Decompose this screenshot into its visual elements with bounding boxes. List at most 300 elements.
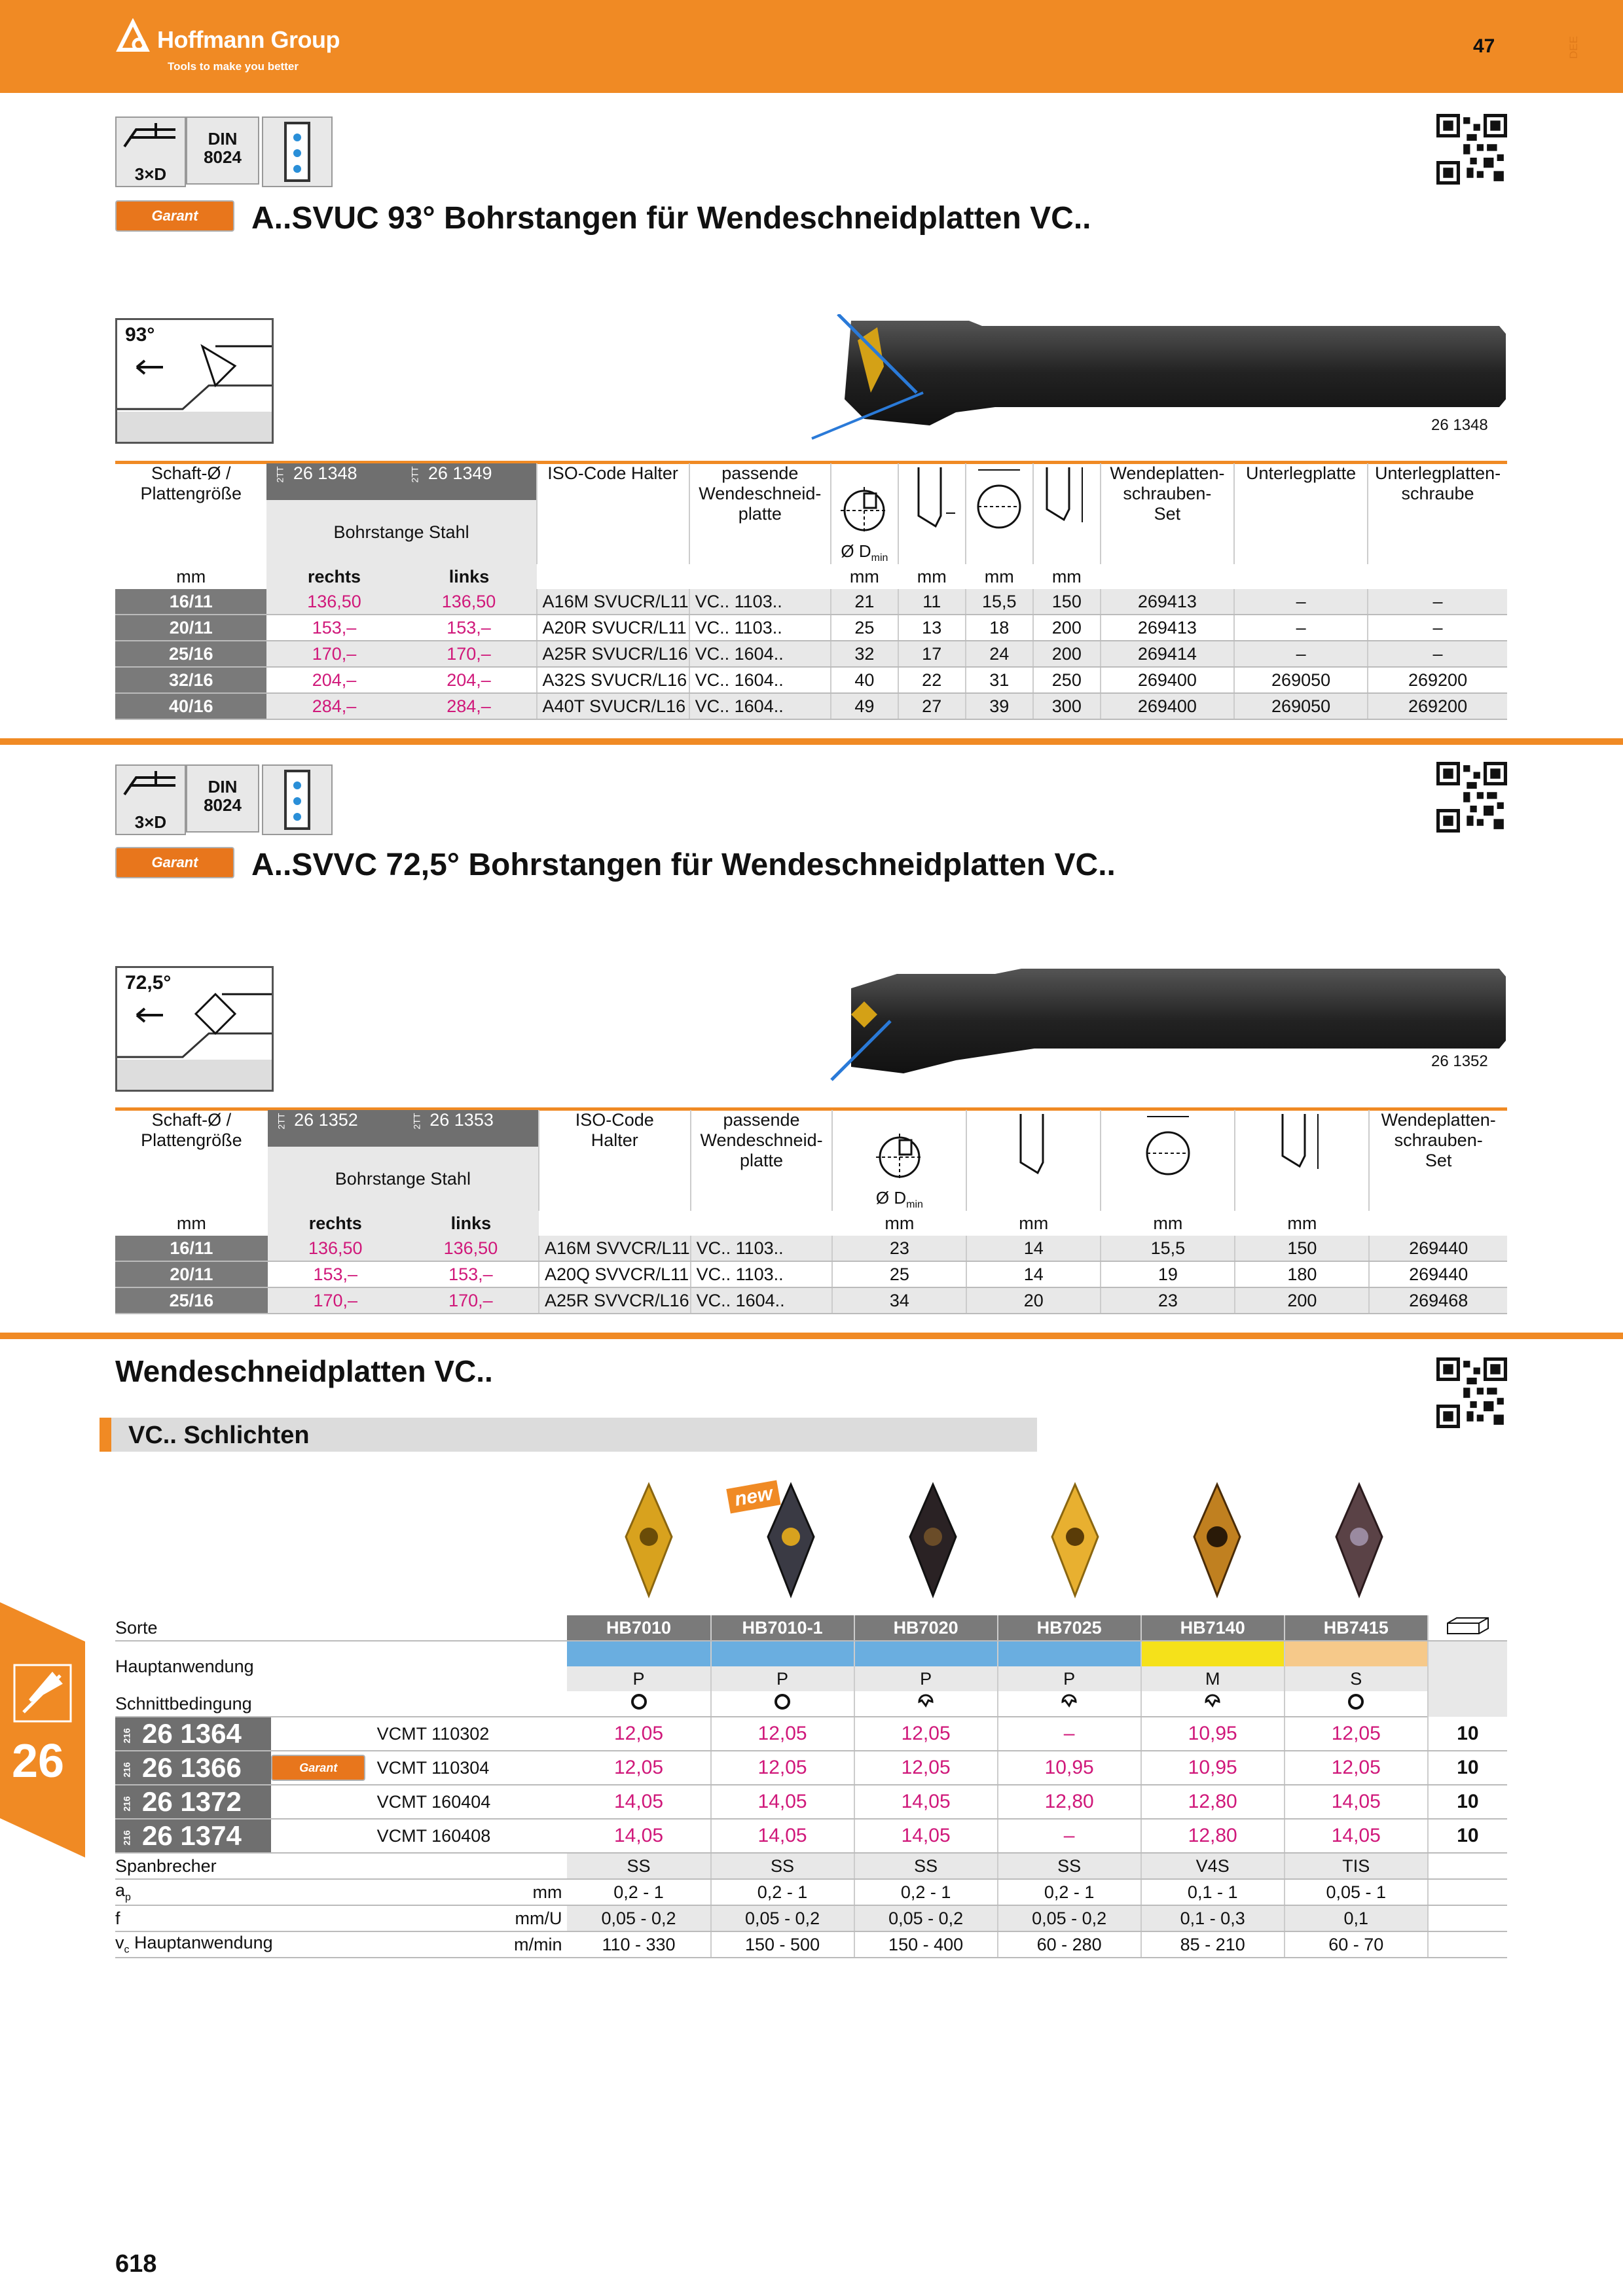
insert-price: 10,95 [1141, 1717, 1285, 1751]
col-length-icon [898, 463, 966, 564]
article-number [115, 1717, 271, 1751]
label-ap [115, 1879, 371, 1905]
cutting-condition-stable-icon [711, 1691, 854, 1717]
cell: VC.. 1103.. [689, 615, 831, 641]
cell: 21 [831, 589, 898, 615]
article-number: 26 1352 [294, 1110, 358, 1130]
grade-color-bar [854, 1641, 998, 1666]
cell: VC.. 1604.. [689, 693, 831, 719]
chapter-number: 26 [12, 1735, 65, 1787]
grade-hb7010-1: HB7010-1 [711, 1615, 854, 1641]
cell: 25 [832, 1261, 966, 1287]
unit-mm: mm [176, 566, 206, 586]
grade-hb7010: HB7010 [567, 1615, 710, 1641]
article-no: 26 1374 [142, 1820, 242, 1851]
article-prefix: 2ТТ [411, 1113, 422, 1130]
cell: 15,5 [1101, 1236, 1235, 1261]
insert-code: VCMT 160408 [371, 1819, 568, 1853]
price: 153,– [268, 1261, 403, 1287]
article-prefix: 2ТТ [276, 1113, 287, 1130]
image-article-label: 26 1348 [1431, 416, 1488, 434]
grade-hb7140: HB7140 [1141, 1615, 1285, 1641]
chip-breaker: SS [998, 1853, 1141, 1879]
insert-price: 12,80 [1141, 1819, 1285, 1853]
price: 170,– [401, 641, 536, 667]
f-value: 0,05 - 0,2 [711, 1905, 854, 1931]
insert-price: 14,05 [567, 1819, 710, 1853]
grade-color-bar [711, 1641, 854, 1666]
package-icon [1445, 1617, 1491, 1635]
ap-value: 0,2 - 1 [567, 1879, 710, 1905]
cell: 20 [966, 1287, 1101, 1314]
cell: 269440 [1369, 1236, 1507, 1261]
angle-diagram [115, 318, 274, 444]
table-row [115, 615, 1507, 641]
table-row [115, 641, 1507, 667]
vc-value: 85 - 210 [1141, 1931, 1285, 1958]
insert-geometry-icon [117, 320, 272, 442]
cell: 49 [831, 693, 898, 719]
dmin-sub: min [906, 1199, 923, 1210]
col-diameter-icon [1101, 1110, 1235, 1211]
unit-right: rechts [268, 1211, 403, 1236]
brand-name: Hoffmann Group [157, 26, 340, 53]
cell: – [1234, 615, 1368, 641]
insert-code: VCMT 110302 [371, 1717, 568, 1751]
cell: 25 [831, 615, 898, 641]
insert-price: 12,80 [998, 1785, 1141, 1819]
article-no: 26 1364 [142, 1718, 242, 1749]
article-number-right [268, 1110, 403, 1147]
dmin-label: Ø D [875, 1187, 907, 1208]
insert-price: 14,05 [567, 1785, 710, 1819]
insert-hb7025-icon [1052, 1484, 1098, 1596]
cell: 200 [1235, 1287, 1369, 1314]
cell: 150 [1235, 1236, 1369, 1261]
insert-row [115, 1717, 1507, 1751]
ap-unit: mm [371, 1879, 568, 1905]
price: 153,– [403, 1261, 539, 1287]
insert-price: 12,05 [1285, 1751, 1428, 1785]
insert-hb7415-icon [1336, 1484, 1382, 1596]
cutting-condition-stable-icon [1285, 1691, 1428, 1717]
insert-price: 12,05 [567, 1717, 710, 1751]
unit-mm: mm [849, 566, 879, 586]
article-number: 26 1349 [428, 463, 492, 483]
section1-rows [115, 589, 1507, 719]
col-iso: ISO-Code Halter [537, 463, 689, 564]
label-f: f [115, 1905, 371, 1931]
cell: 300 [1033, 693, 1101, 719]
cell: – [1234, 641, 1368, 667]
cell: 180 [1235, 1261, 1369, 1287]
vc-sub: c [124, 1944, 130, 1956]
cell: 17 [898, 641, 966, 667]
brand-cell [271, 1785, 370, 1819]
table-row [115, 693, 1507, 719]
table-row [115, 1287, 1507, 1314]
cell: 19 [1101, 1261, 1235, 1287]
main-app: P [998, 1666, 1141, 1691]
cell: – [1368, 641, 1507, 667]
cell: – [1368, 589, 1507, 615]
chip-breaker: V4S [1141, 1853, 1285, 1879]
col-screwset: Wendeplatten- schrauben- Set [1101, 463, 1234, 564]
unit-mm: mm [984, 566, 1014, 586]
dmin-sub: min [871, 552, 888, 564]
hoffmann-logo-icon [115, 18, 151, 54]
article-number-left [403, 1110, 539, 1147]
f-value: 0,05 - 0,2 [567, 1905, 710, 1931]
grade-color-bar [1285, 1641, 1428, 1666]
section2-title: A..SVVC 72,5° Bohrstangen für Wendeschneidplatten VC.. [251, 848, 1116, 882]
image-article-label: 26 1352 [1431, 1052, 1488, 1070]
cell: 269400 [1101, 667, 1234, 693]
price: 136,50 [401, 589, 536, 615]
chip-breaker: SS [567, 1853, 710, 1879]
insert-price: 12,05 [854, 1751, 998, 1785]
section1-table [115, 463, 1507, 720]
cell: A40T SVUCR/L16 [537, 693, 689, 719]
cell: 15,5 [966, 589, 1033, 615]
price: 153,– [266, 615, 401, 641]
price: 170,– [268, 1287, 403, 1314]
shaft-size: 20/11 [115, 1261, 268, 1287]
section2-table [115, 1110, 1507, 1314]
insert-price: 12,05 [711, 1751, 854, 1785]
insert-row [115, 1751, 1507, 1785]
col-shaft: Schaft-Ø / Plattengröße [141, 1110, 242, 1150]
cutting-condition-normal-icon [854, 1691, 998, 1717]
vc-value: 150 - 500 [711, 1931, 854, 1958]
cell: 34 [832, 1287, 966, 1314]
page-number-bottom: 618 [115, 2250, 157, 2278]
insert-price: 12,80 [1141, 1785, 1285, 1819]
cell: A16M SVUCR/L11 [537, 589, 689, 615]
brand-cell [271, 1751, 370, 1785]
insert-price: 12,05 [854, 1717, 998, 1751]
price: 284,– [401, 693, 536, 719]
depth-factor: 3×D [134, 164, 167, 184]
article-number [115, 1819, 271, 1853]
length-icon [1008, 1110, 1060, 1182]
shaft-size: 40/16 [115, 693, 266, 719]
col-overhang-icon [1033, 463, 1101, 564]
unit-mm: mm [1153, 1213, 1183, 1233]
price: 153,– [401, 615, 536, 641]
col-dmin [831, 463, 898, 564]
cell: A20R SVUCR/L11 [537, 615, 689, 641]
chip-breaker: SS [854, 1853, 998, 1879]
insert-hb7020-icon [910, 1484, 956, 1596]
price: 136,50 [403, 1236, 539, 1261]
diameter-icon [970, 463, 1029, 535]
coolant-symbol [262, 764, 333, 835]
language-tag: DEE [1567, 36, 1580, 59]
grade-hb7415: HB7415 [1285, 1615, 1428, 1641]
insert-article-rows [115, 1717, 1507, 1853]
brand-cell [271, 1819, 370, 1853]
vc-unit: m/min [371, 1931, 568, 1958]
article-number-right [266, 463, 401, 500]
table-row [115, 1261, 1507, 1287]
unit-mm: mm [1051, 566, 1082, 586]
col-plate: passende Wendeschneid- platte [691, 1110, 833, 1211]
main-app: P [632, 1668, 645, 1689]
price: 136,50 [268, 1236, 403, 1261]
dmin-icon [873, 1131, 926, 1183]
insert-price: 14,05 [1285, 1819, 1428, 1853]
angle-label: 93° [125, 324, 155, 346]
cell: A25R SVVCR/L16 [539, 1287, 691, 1314]
shaft-size: 25/16 [115, 641, 266, 667]
grade-color-bar [1141, 1641, 1285, 1666]
coolant-icon [263, 766, 331, 834]
article-number [115, 1785, 271, 1819]
unit-mm: mm [1287, 1213, 1317, 1233]
cell: VC.. 1103.. [691, 1236, 833, 1261]
insert-images [580, 1471, 1431, 1602]
bar-material: Bohrstange Stahl [266, 500, 536, 564]
boring-bar-image [825, 962, 1512, 1093]
vc-value: 110 - 330 [567, 1931, 710, 1958]
cell: VC.. 1103.. [689, 589, 831, 615]
table-row [115, 589, 1507, 615]
cell: 13 [898, 615, 966, 641]
f-value: 0,05 - 0,2 [998, 1905, 1141, 1931]
section1-title: A..SVUC 93° Bohrstangen für Wendeschneidplatten VC.. [251, 201, 1091, 236]
chapter-tab[interactable] [0, 1602, 85, 1857]
price: 170,– [266, 641, 401, 667]
ap-value: 0,2 - 1 [854, 1879, 998, 1905]
unit-mm: mm [917, 566, 947, 586]
unit-left: links [403, 1211, 539, 1236]
article-prefix: 2ТТ [409, 466, 420, 483]
insert-row [115, 1819, 1507, 1853]
insert-price: 12,05 [711, 1717, 854, 1751]
din-badge: DIN 8024 [186, 764, 259, 833]
main-app: P [711, 1666, 854, 1691]
cell: 40 [831, 667, 898, 693]
insert-row [115, 1785, 1507, 1819]
col-overhang-icon [1235, 1110, 1369, 1211]
cell: 18 [966, 615, 1033, 641]
cell: 269414 [1101, 641, 1234, 667]
shaft-size: 20/11 [115, 615, 266, 641]
vc-value: 150 - 400 [854, 1931, 998, 1958]
article-prefix: 216 [121, 1830, 132, 1846]
garant-badge: Garant [115, 847, 234, 878]
cell: – [1234, 589, 1368, 615]
ap-value: 0,2 - 1 [998, 1879, 1141, 1905]
coolant-icon [263, 118, 331, 186]
cell: 250 [1033, 667, 1101, 693]
ap-symbol: a [115, 1880, 126, 1901]
ap-value: 0,1 - 1 [1141, 1879, 1285, 1905]
cell: A16M SVVCR/L11 [539, 1236, 691, 1261]
main-app: S [1285, 1666, 1428, 1691]
insert-geometry-icon [117, 968, 272, 1090]
insert-price: – [998, 1819, 1141, 1853]
cell: 150 [1033, 589, 1101, 615]
vc-value: 60 - 70 [1285, 1931, 1428, 1958]
price: 136,50 [266, 589, 401, 615]
grade-hb7020: HB7020 [854, 1615, 998, 1641]
shaft-size: 32/16 [115, 667, 266, 693]
qr-code-icon[interactable] [1436, 114, 1507, 185]
cell: 269200 [1368, 667, 1507, 693]
cutting-condition-normal-icon [1141, 1691, 1285, 1717]
cell: 11 [898, 589, 966, 615]
overhang-icon [1040, 463, 1093, 535]
vc-label: Hauptanwendung [129, 1933, 273, 1953]
cell: 200 [1033, 615, 1101, 641]
article-prefix: 216 [121, 1762, 132, 1778]
section3-title: Wendeschneidplatten VC.. [115, 1354, 493, 1388]
qr-code-icon[interactable] [1436, 1357, 1507, 1428]
cell: 22 [898, 667, 966, 693]
col-screwset: Wendeplatten- schrauben- Set [1369, 1110, 1507, 1211]
pack-quantity: 10 [1428, 1819, 1507, 1853]
label-spanbrecher: Spanbrecher [115, 1853, 567, 1879]
price: 170,– [403, 1287, 539, 1314]
col-shaft: Schaft-Ø / Plattengröße [140, 463, 242, 503]
insert-price: 14,05 [711, 1819, 854, 1853]
cell: 269050 [1234, 693, 1368, 719]
insert-price: 12,05 [567, 1751, 710, 1785]
cell: 32 [831, 641, 898, 667]
cell: 24 [966, 641, 1033, 667]
insert-price: 14,05 [1285, 1785, 1428, 1819]
cell: 200 [1033, 641, 1101, 667]
page-number-top: 47 [1473, 35, 1495, 57]
article-number: 26 1353 [429, 1110, 494, 1130]
insert-code: VCMT 160404 [371, 1785, 568, 1819]
depth-factor: 3×D [134, 812, 167, 832]
diameter-icon [1139, 1110, 1197, 1182]
cell: 14 [966, 1261, 1101, 1287]
unit-left: links [401, 564, 536, 589]
insert-price: 14,05 [711, 1785, 854, 1819]
cell: 269413 [1101, 615, 1234, 641]
grade-color-bar [998, 1641, 1141, 1666]
dmin-icon [838, 484, 890, 537]
col-shim: Unterlegplatte [1234, 463, 1368, 564]
cell: 269200 [1368, 693, 1507, 719]
insert-price: 10,95 [998, 1751, 1141, 1785]
coolant-symbol [262, 117, 333, 187]
pack-quantity: 10 [1428, 1785, 1507, 1819]
insert-price: 10,95 [1141, 1751, 1285, 1785]
f-unit: mm/U [371, 1905, 568, 1931]
col-shimscrew: Unterlegplatten- schraube [1368, 463, 1507, 564]
insert-price: 14,05 [854, 1785, 998, 1819]
brand-cell [271, 1717, 370, 1751]
label-vc [115, 1931, 371, 1958]
label-sorte: Sorte [115, 1615, 567, 1641]
table-row [115, 667, 1507, 693]
f-value: 0,1 [1285, 1905, 1428, 1931]
article-no: 26 1372 [142, 1786, 242, 1817]
article-number-left [401, 463, 536, 500]
cell: A25R SVUCR/L16 [537, 641, 689, 667]
length-icon [905, 463, 958, 535]
cell: 23 [832, 1236, 966, 1261]
pack-icon [1428, 1615, 1507, 1641]
boring-bar-image [799, 314, 1512, 445]
angle-label: 72,5° [125, 972, 172, 994]
cell: 269400 [1101, 693, 1234, 719]
cell: A32S SVUCR/L16 [537, 667, 689, 693]
cell: 269413 [1101, 589, 1234, 615]
col-length-icon [966, 1110, 1101, 1211]
f-value: 0,1 - 0,3 [1141, 1905, 1285, 1931]
unit-right: rechts [266, 564, 401, 589]
cell: 269468 [1369, 1287, 1507, 1314]
bar-pictogram-icon [117, 118, 182, 157]
insert-code: VCMT 110304 [371, 1751, 568, 1785]
ap-value: 0,05 - 1 [1285, 1879, 1428, 1905]
subsection-title: VC.. Schlichten [128, 1422, 310, 1449]
section-separator [0, 1333, 1623, 1339]
boring-bar-symbol [115, 764, 186, 835]
shaft-size: 16/11 [115, 589, 266, 615]
cell: 27 [898, 693, 966, 719]
brand-tagline: Tools to make you better [168, 60, 299, 73]
garant-badge: Garant [115, 200, 234, 232]
ap-value: 0,2 - 1 [711, 1879, 854, 1905]
section-separator [0, 738, 1623, 745]
cell: VC.. 1103.. [691, 1261, 833, 1287]
qr-code-icon[interactable] [1436, 762, 1507, 833]
main-app: M [1141, 1666, 1285, 1691]
article-number [115, 1751, 271, 1785]
shaft-size: 16/11 [115, 1236, 268, 1261]
insert-price: – [998, 1717, 1141, 1751]
unit-mm: mm [176, 1213, 206, 1233]
label-schnittbedingung: Schnittbedingung [115, 1691, 567, 1717]
ap-sub: p [125, 1892, 131, 1903]
overhang-icon [1276, 1110, 1328, 1182]
chip-breaker: SS [711, 1853, 854, 1879]
col-plate: passende Wendeschneid- platte [689, 463, 831, 564]
chip-breaker: TIS [1285, 1853, 1428, 1879]
cell: 269440 [1369, 1261, 1507, 1287]
vc-value: 60 - 280 [998, 1931, 1141, 1958]
col-diameter-icon [966, 463, 1033, 564]
cell: VC.. 1604.. [691, 1287, 833, 1314]
table-row [115, 1236, 1507, 1261]
garant-badge: Garant [271, 1755, 365, 1781]
section2-rows [115, 1236, 1507, 1314]
cell: VC.. 1604.. [689, 667, 831, 693]
new-badge: new [726, 1480, 781, 1513]
pack-quantity: 10 [1428, 1751, 1507, 1785]
cutting-condition-normal-icon [998, 1691, 1141, 1717]
subsection-bar [100, 1418, 1037, 1452]
label-hauptanwendung: Hauptanwendung [115, 1656, 254, 1676]
f-value: 0,05 - 0,2 [854, 1905, 998, 1931]
col-dmin [832, 1110, 966, 1211]
cell: – [1368, 615, 1507, 641]
shaft-size: 25/16 [115, 1287, 268, 1314]
article-prefix: 216 [121, 1796, 132, 1812]
main-app: P [854, 1666, 998, 1691]
insert-price: 12,05 [1285, 1717, 1428, 1751]
unit-mm: mm [1019, 1213, 1049, 1233]
bar-pictogram-icon [117, 766, 182, 805]
article-prefix: 216 [121, 1728, 132, 1744]
